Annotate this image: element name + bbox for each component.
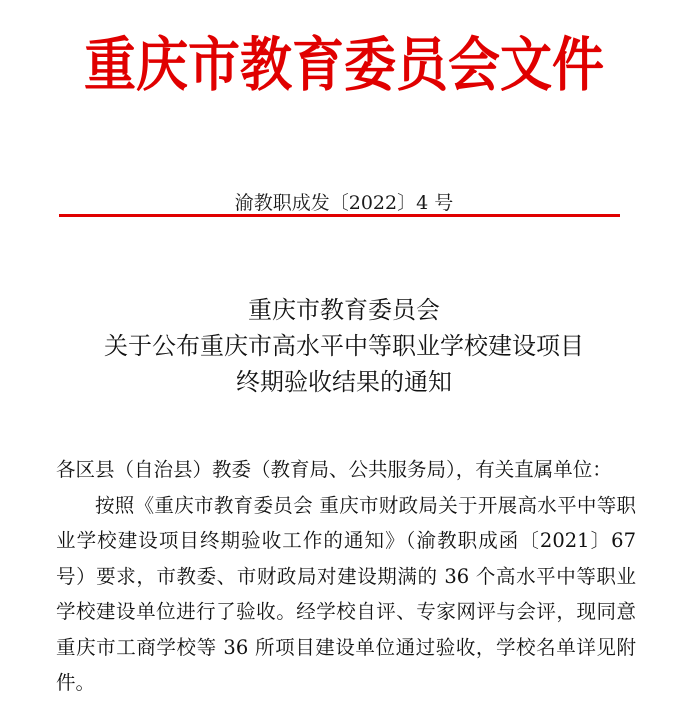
salutation: 各区县（自治县）教委（教育局、公共服务局），有关直属单位： [56, 458, 612, 481]
notice-body [56, 452, 636, 701]
document-number: 渝教职成发〔2022〕4 号 [234, 192, 454, 214]
notice-title-line-3: 终期验收结果的通知 [236, 368, 452, 396]
notice-title [0, 292, 688, 400]
notice-title-line-1: 重庆市教育委员会 [248, 296, 440, 324]
notice-title-line-2: 关于公布重庆市高水平中等职业学校建设项目 [104, 332, 584, 360]
document-header-title: 重庆市教育委员会文件 [83, 31, 604, 100]
body-paragraph: 按照《重庆市教育委员会 重庆市财政局关于开展高水平中等职业学校建设项目终期验收工作的通知》（渝教职成函〔2021〕67 号）要求，市教委、市财政局对建设期满的 36 个高水平中等职业学校建设单位进行了验收。经学校自评、专家网评与会评，现同意重庆市工商学校等 36 所项目建设单位通过验收，学校名单详见附件。 [56, 493, 636, 694]
red-divider-line [59, 214, 620, 217]
